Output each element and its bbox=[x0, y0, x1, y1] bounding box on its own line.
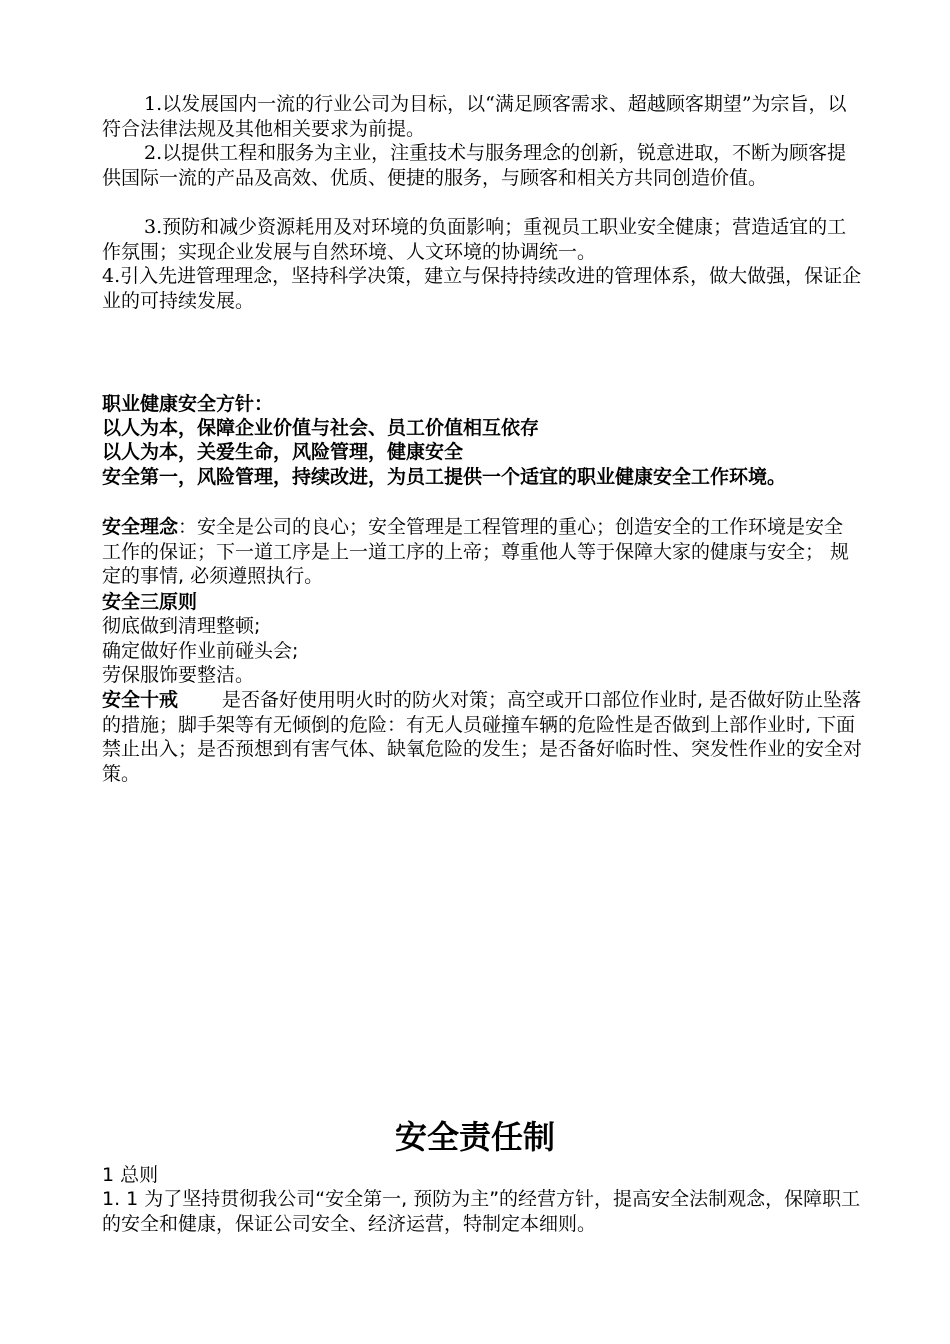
ohs-line-1: 以人为本，保障企业价值与社会、员工价值相互依存 bbox=[102, 417, 540, 439]
policy-item-3: 3.预防和减少资源耗用及对环境的负面影响；重视员工职业安全健康；营造适宜的工作氛围；实现企业发展与自然环境、人文环境的协调统一。 bbox=[102, 216, 847, 263]
policy-item-2: 2.以提供工程和服务为主业，注重技术与服务理念的创新，锐意进取，不断为顾客提供国际一流的产品及高效、优质、便捷的服务，与顾客和相关方共同创造价值。 bbox=[102, 142, 847, 189]
ten-commandments-label: 安全十戒 bbox=[102, 689, 179, 711]
principle-3: 劳保服饰要整洁。 bbox=[102, 664, 255, 686]
ten-commandments bbox=[102, 688, 862, 786]
safety-philosophy bbox=[102, 515, 862, 589]
ohs-heading: 职业健康安全方针： bbox=[102, 393, 274, 415]
clause-1-1: 1. 1 为了坚持贯彻我公司“安全第一, 预防为主”的经营方针，提高安全法制观念，保障职工的安全和健康，保证公司安全、经济运营，特制定本细则。 bbox=[102, 1188, 861, 1235]
responsibility-title: 安全责任制 bbox=[394, 1118, 555, 1156]
principle-2: 确定做好作业前碰头会; bbox=[102, 640, 299, 662]
ten-commandments-text: 是否备好使用明火时的防火对策；高空或开口部位作业时, 是否做好防止坠落的措施；脚手架等有无倾倒的危险：有无人员碰撞车辆的危险性是否做到上部作业时, 下面禁止出入；是否预想到有害气体、缺氧危险的发生；是否备好临时性、突发性作业的安全对策。 bbox=[102, 689, 863, 785]
principle-1: 彻底做到清理整顿; bbox=[102, 615, 261, 637]
policy-item-1: 1.以发展国内一流的行业公司为目标，以“满足顾客需求、超越顾客期望”为宗旨，以符合法律法规及其他相关要求为前提。 bbox=[102, 93, 847, 140]
safety-philosophy-label: 安全理念 bbox=[102, 516, 179, 538]
three-principles-heading: 安全三原则 bbox=[102, 591, 198, 613]
safety-philosophy-text: ：安全是公司的良心；安全管理是工程管理的重心；创造安全的工作环境是安全工作的保证；下一道工序是上一道工序的上帝；尊重他人等于保障大家的健康与安全； 规定的事情, 必须遵照执行。 bbox=[102, 516, 850, 587]
ohs-line-3: 安全第一，风险管理，持续改进，为员工提供一个适宜的职业健康安全工作环境。 bbox=[102, 466, 787, 488]
policy-item-4: 4.引入先进管理理念，坚持科学决策，建立与保持持续改进的管理体系，做大做强，保证企业的可持续发展。 bbox=[102, 265, 862, 312]
general-section: 1 总则 bbox=[102, 1164, 159, 1186]
ohs-line-2: 以人为本，关爱生命，风险管理，健康安全 bbox=[102, 441, 464, 463]
